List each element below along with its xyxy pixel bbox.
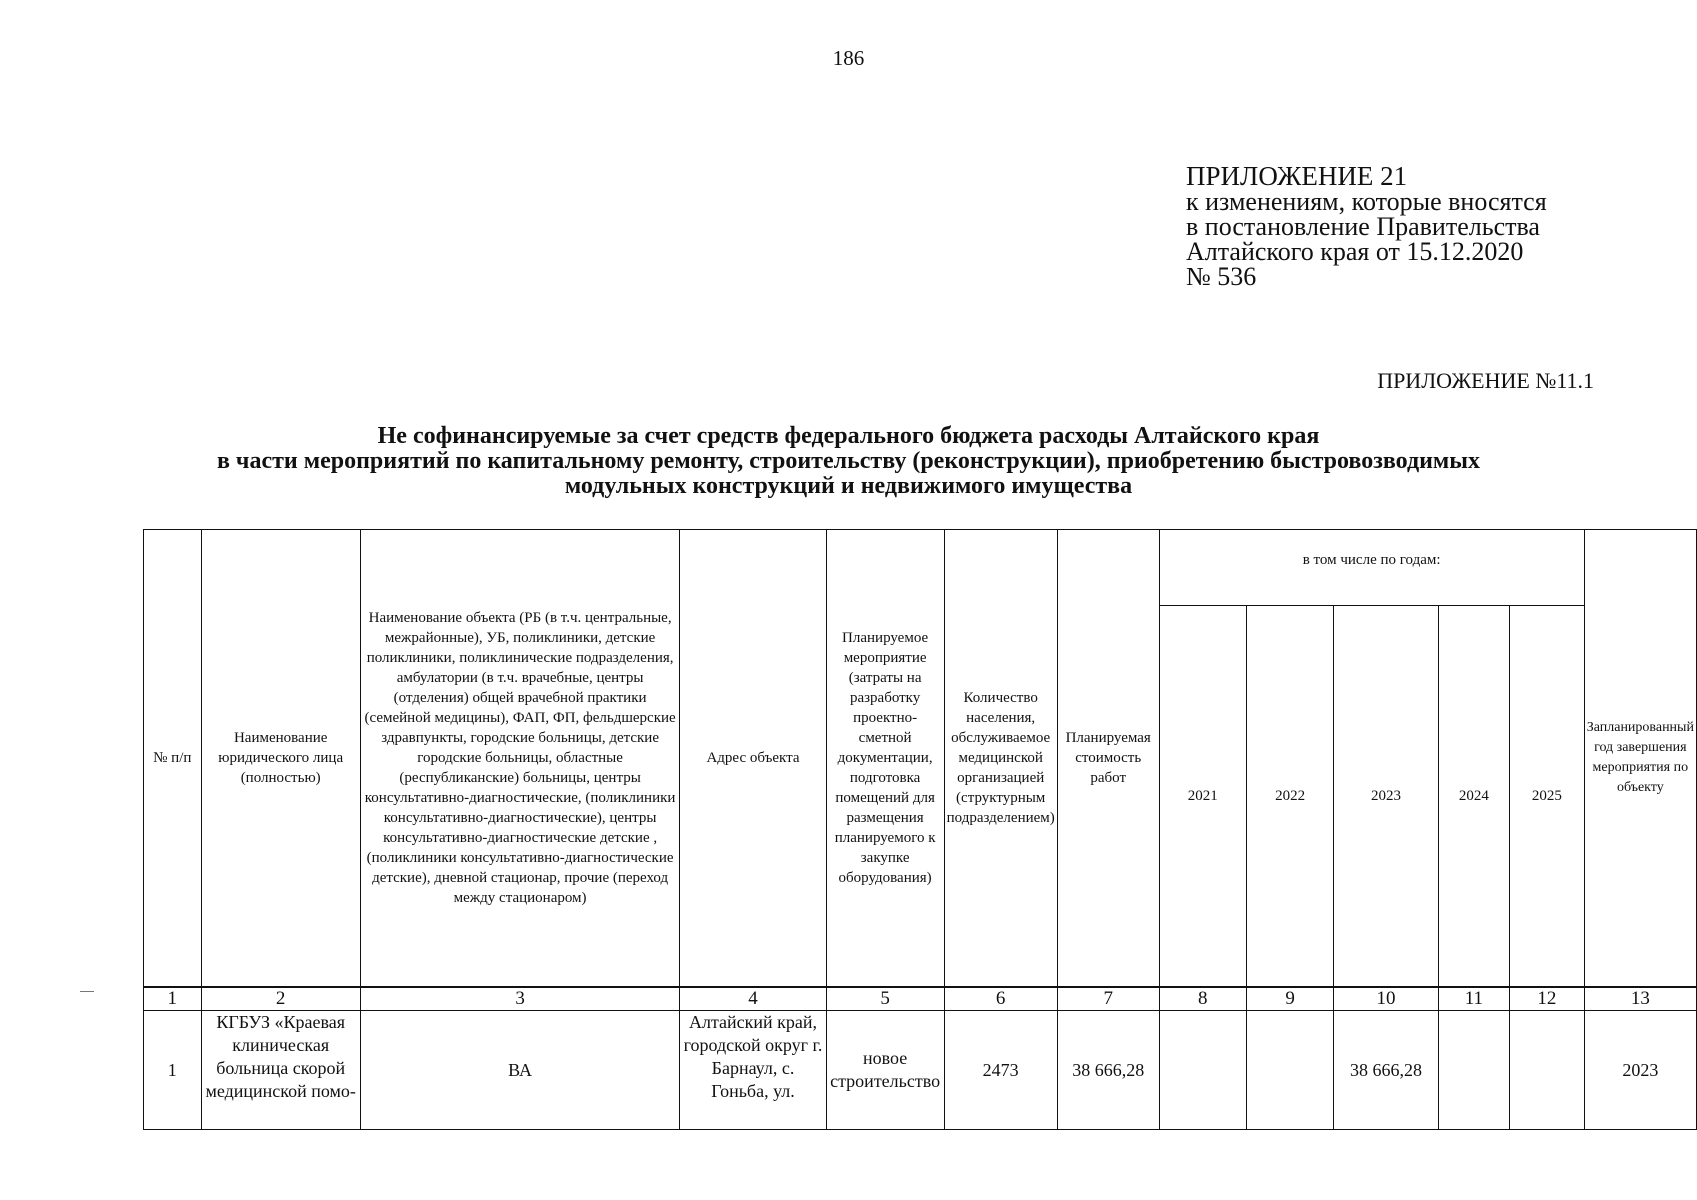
appendix-block — [1186, 161, 1656, 291]
header-legal-name: Наименование юридического лица (полностью) — [201, 530, 360, 988]
sub-appendix-title: ПРИЛОЖЕНИЕ №11.1 — [1377, 368, 1594, 393]
cell-legal-name: КГБУЗ «Краевая клиническая больница скорой медицинской помо- — [201, 1011, 360, 1130]
document-title-line: Не софинансируемые за счет средств федерального бюджета расходы Алтайского края — [377, 423, 1320, 449]
document-title — [0, 424, 1697, 499]
column-number: 5 — [826, 987, 944, 1011]
table-row — [144, 1011, 1697, 1130]
header-population: Количество населения, обслуживаемое медицинской организацией (структурным подразделением) — [944, 530, 1057, 988]
expenses-table — [143, 529, 1697, 1130]
header-years-group: в том числе по годам: — [1159, 530, 1584, 606]
column-number: 10 — [1334, 987, 1438, 1011]
appendix-line: в постановление Правительства — [1186, 212, 1540, 241]
cell-year-2023: 38 666,28 — [1334, 1011, 1438, 1130]
column-number: 13 — [1584, 987, 1696, 1011]
header-year-2022: 2022 — [1246, 606, 1333, 988]
header-num: № п/п — [144, 530, 202, 988]
appendix-title: ПРИЛОЖЕНИЕ 21 — [1186, 161, 1408, 191]
cell-year-2021 — [1159, 1011, 1246, 1130]
cell-num: 1 — [144, 1011, 202, 1130]
scan-mark — [80, 991, 94, 992]
header-year-2024: 2024 — [1438, 606, 1510, 988]
header-year-2021: 2021 — [1159, 606, 1246, 988]
cell-year-2024 — [1438, 1011, 1510, 1130]
appendix-line: к изменениям, которые вносятся — [1186, 187, 1547, 216]
column-number: 6 — [944, 987, 1057, 1011]
column-number: 12 — [1510, 987, 1585, 1011]
cell-population: 2473 — [944, 1011, 1057, 1130]
column-number: 4 — [680, 987, 826, 1011]
header-year-2025: 2025 — [1510, 606, 1585, 988]
cell-address: Алтайский край, городской округ г. Барнаул, с. Гоньба, ул. — [680, 1011, 826, 1130]
document-title-line: модульных конструкций и недвижимого имущества — [564, 473, 1133, 499]
appendix-line: № 536 — [1186, 262, 1257, 291]
header-address: Адрес объекта — [680, 530, 826, 988]
column-number: 3 — [360, 987, 680, 1011]
cell-completion-year: 2023 — [1584, 1011, 1696, 1130]
column-number: 2 — [201, 987, 360, 1011]
header-planned-cost: Планируемая стоимость работ — [1057, 530, 1159, 988]
header-completion-year: Запланированный год завершения мероприятия по объекту — [1584, 530, 1696, 988]
column-number: 11 — [1438, 987, 1510, 1011]
header-object-name: Наименование объекта (РБ (в т.ч. центральные, межрайонные), УБ, поликлиники, детские поликлиники, поликлинические подразделения, амбулатории (в т.ч. врачебные, центры (отделения) общей врачебной практики (семейной медицины), ФАП, ФП, фельдшерские здравпункты, городские больницы, детские городские больницы, областные (республиканские) больницы, центры консультативно-диагностические, (поликлиники консультативно-диагностические), центры консультативно-диагностические детские , (поликлиники консультативно-диагностические детские), дневной стационар, прочие (переход между стационаром) — [360, 530, 680, 988]
document-title-line: в части мероприятий по капитальному ремонту, строительству (реконструкции), приобретению быстровозводимых — [216, 448, 1481, 474]
cell-year-2022 — [1246, 1011, 1333, 1130]
column-number: 8 — [1159, 987, 1246, 1011]
appendix-line: Алтайского края от 15.12.2020 — [1186, 237, 1524, 266]
cell-object-name: ВА — [360, 1011, 680, 1130]
page-number: 186 — [832, 46, 865, 70]
header-planned-event: Планируемое мероприятие (затраты на разработку проектно-сметной документации, подготовка помещений для размещения планируемого к закупке оборудования) — [826, 530, 944, 988]
cell-planned-cost: 38 666,28 — [1057, 1011, 1159, 1130]
column-number-row — [144, 987, 1697, 1011]
cell-year-2025 — [1510, 1011, 1585, 1130]
column-number: 1 — [144, 987, 202, 1011]
column-number: 7 — [1057, 987, 1159, 1011]
header-year-2023: 2023 — [1334, 606, 1438, 988]
cell-planned-event: новое строительство — [826, 1011, 944, 1130]
column-number: 9 — [1246, 987, 1333, 1011]
